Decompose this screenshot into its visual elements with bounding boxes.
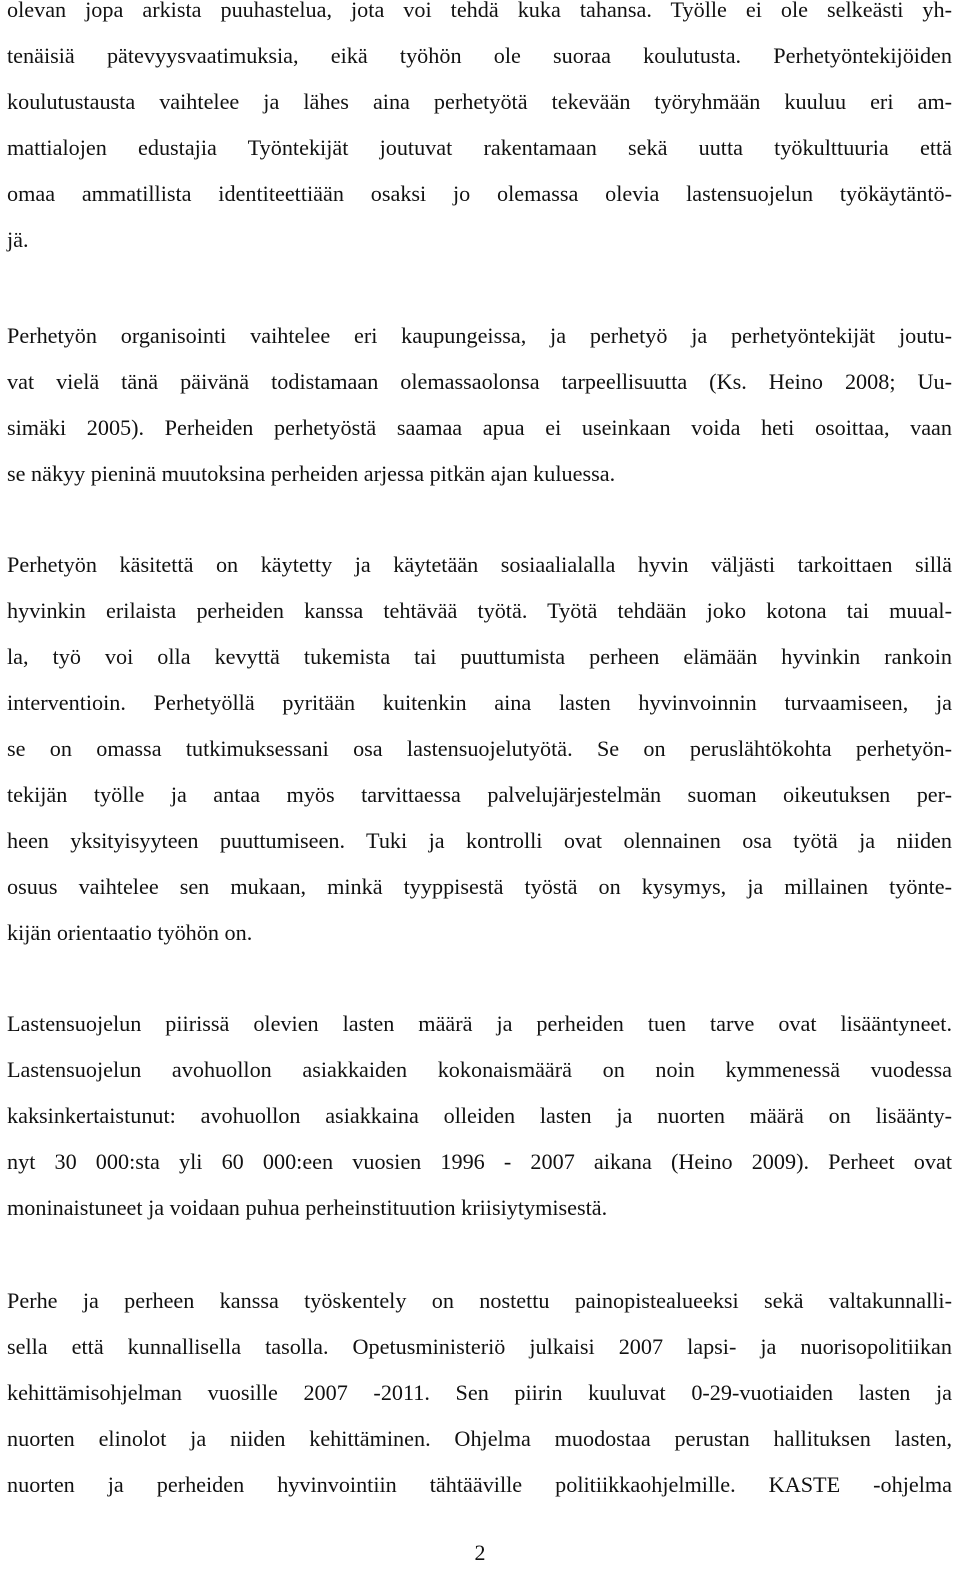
text-line: nuorten ja perheiden hyvinvointiin tähtääville politiikkaohjelmille. KASTE -ohjelma <box>7 1472 952 1497</box>
page-number: 2 <box>474 1540 486 1565</box>
text-line: simäki 2005). Perheiden perhetyöstä saamaa apua ei useinkaan voida heti osoittaa, vaan <box>7 415 952 440</box>
text-line: moninaistuneet ja voidaan puhua perheinstituution kriisiytymisestä. <box>7 1195 608 1220</box>
paragraph <box>7 1278 952 1508</box>
text-line: olevan jopa arkista puuhastelua, jota voi tehdä kuka tahansa. Työlle ei ole selkeästi yh- <box>7 0 952 22</box>
text-line: Lastensuojelun avohuollon asiakkaiden kokonaismäärä on noin kymmenessä vuodessa <box>7 1057 952 1082</box>
text-line: se on omassa tutkimuksessani osa lastensuojelutyötä. Se on peruslähtökohta perhetyön- <box>7 736 952 761</box>
text-line: nyt 30 000:sta yli 60 000:een vuosien 1996 - 2007 aikana (Heino 2009). Perheet ovat <box>7 1149 952 1174</box>
text-line: Perhe ja perheen kanssa työskentely on nostettu painopistealueeksi sekä valtakunnalli- <box>7 1288 952 1313</box>
text-line: tekijän työlle ja antaa myös tarvittaessa palvelujärjestelmän suoman oikeutuksen per- <box>7 782 952 807</box>
text-line: mattialojen edustajia Työntekijät joutuvat rakentamaan sekä uutta työkulttuuria että <box>7 135 952 160</box>
text-line: Perhetyön käsitettä on käytetty ja käytetään sosiaalialalla hyvin väljästi tarkoittaen sillä <box>7 552 952 577</box>
text-line: koulutustausta vaihtelee ja lähes aina perhetyötä tekevään työryhmään kuuluu eri am- <box>7 89 952 114</box>
text-line: nuorten elinolot ja niiden kehittäminen. Ohjelma muodostaa perustan hallituksen lasten, <box>7 1426 952 1451</box>
text-line: tenäisiä pätevyysvaatimuksia, eikä työhön ole suoraa koulutusta. Perhetyöntekijöiden <box>7 43 952 68</box>
text-line: kaksinkertaistunut: avohuollon asiakkaina olleiden lasten ja nuorten määrä on lisäänty- <box>7 1103 952 1128</box>
text-line: vat vielä tänä päivänä todistamaan olemassaolonsa tarpeellisuutta (Ks. Heino 2008; Uu- <box>7 369 952 394</box>
text-line: Perhetyön organisointi vaihtelee eri kaupungeissa, ja perhetyö ja perhetyöntekijät joutu- <box>7 323 952 348</box>
paragraph <box>7 542 952 956</box>
text-line: kijän orientaatio työhön on. <box>7 920 253 945</box>
text-line: jä. <box>7 227 29 252</box>
paragraph <box>7 313 952 497</box>
text-line: Lastensuojelun piirissä olevien lasten määrä ja perheiden tuen tarve ovat lisääntyneet. <box>7 1011 952 1036</box>
text-line: hyvinkin erilaista perheiden kanssa tehtävää työtä. Työtä tehdään joko kotona tai muual- <box>7 598 952 623</box>
text-line: osuus vaihtelee sen mukaan, minkä tyyppisestä työstä on kysymys, ja millainen työnte- <box>7 874 952 899</box>
text-line: se näkyy pieninä muutoksina perheiden arjessa pitkän ajan kuluessa. <box>7 461 616 486</box>
text-line: la, työ voi olla kevyttä tukemista tai puuttumista perheen elämään hyvinkin rankoin <box>7 644 952 669</box>
text-line: kehittämisohjelman vuosille 2007 -2011. Sen piirin kuuluvat 0-29-vuotiaiden lasten ja <box>7 1380 952 1405</box>
paragraph <box>7 0 952 263</box>
text-line: sella että kunnallisella tasolla. Opetusministeriö julkaisi 2007 lapsi- ja nuorisopolitiikan <box>7 1334 952 1359</box>
text-line: interventioin. Perhetyöllä pyritään kuitenkin aina lasten hyvinvoinnin turvaamiseen, ja <box>7 690 952 715</box>
paragraph <box>7 1001 952 1231</box>
text-line: omaa ammatillista identiteettiään osaksi jo olemassa olevia lastensuojelun työkäytäntö- <box>7 181 952 206</box>
text-line: heen yksityisyyteen puuttumiseen. Tuki ja kontrolli ovat olennainen osa työtä ja niiden <box>7 828 952 853</box>
